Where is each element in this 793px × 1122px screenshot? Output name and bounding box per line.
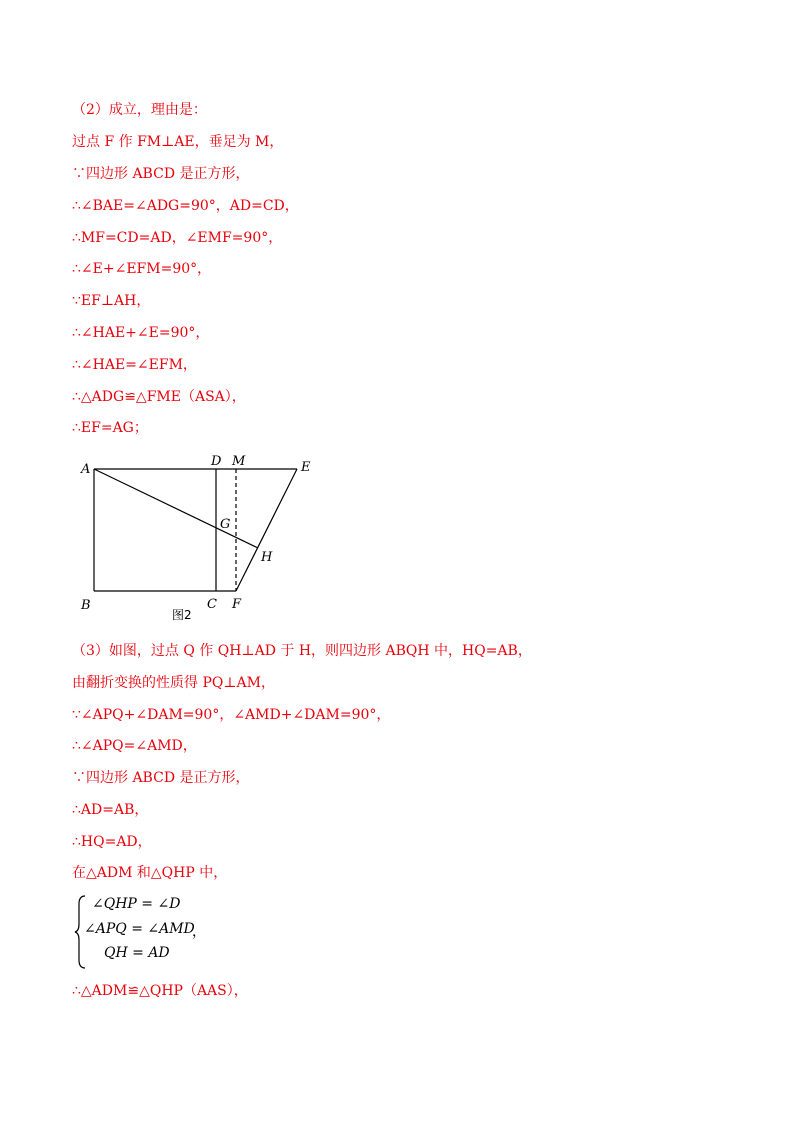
label-H: H <box>261 550 273 565</box>
text-line: 过点 F 作 FM⊥AE，垂足为 M， <box>72 134 284 150</box>
label-F: F <box>232 597 242 612</box>
text-line-conclusion: ∴△ADM≌△QHP（AAS）， <box>72 983 248 999</box>
equation-1: ∠QHP = ∠D <box>92 896 181 912</box>
text-line: ∴∠APQ=∠AMD， <box>72 738 197 754</box>
figure-caption: 图2 <box>172 608 192 622</box>
equation-comma: ， <box>192 924 206 940</box>
text-line: ∵四边形 ABCD 是正方形， <box>72 166 250 182</box>
label-A: A <box>81 462 91 477</box>
equation-2: ∠APQ = ∠AMD <box>84 921 195 937</box>
text-line: ∵EF⊥AH， <box>72 293 151 309</box>
text-line: ∵四边形 ABCD 是正方形， <box>72 770 250 786</box>
text-line: ∴EF=AG； <box>72 420 148 436</box>
equation-system <box>74 894 274 970</box>
label-D: D <box>211 454 222 469</box>
label-C: C <box>207 597 217 612</box>
text-line: ∴∠HAE+∠E=90°， <box>72 325 210 341</box>
text-line: ∴HQ=AD， <box>72 834 152 850</box>
text-line: ∴MF=CD=AD，∠EMF=90°， <box>72 230 283 246</box>
text-line: 在△ADM 和△QHP 中， <box>72 865 228 881</box>
text-line: ∴∠BAE=∠ADG=90°，AD=CD， <box>72 198 299 214</box>
segment-FE <box>236 469 297 591</box>
text-line: ∴∠E+∠EFM=90°， <box>72 261 212 277</box>
label-G: G <box>220 517 231 532</box>
segment-AH <box>94 469 258 548</box>
text-line: ∴AD=AB， <box>72 802 149 818</box>
text-line: 由翻折变换的性质得 PQ⊥AM， <box>72 675 275 691</box>
label-B: B <box>81 598 91 613</box>
text-line: ∴∠HAE=∠EFM， <box>72 357 197 373</box>
label-M: M <box>232 454 246 469</box>
equation-3: QH = AD <box>104 945 170 961</box>
text-line: ∴△ADG≌△FME（ASA）， <box>72 389 246 405</box>
text-line: （2）成立，理由是： <box>72 102 207 118</box>
geometry-figure <box>70 450 330 630</box>
text-line: （3）如图，过点 Q 作 QH⊥AD 于 H，则四边形 ABQH 中，HQ=AB， <box>72 643 532 659</box>
text-line: ∵∠APQ+∠DAM=90°，∠AMD+∠DAM=90°， <box>72 707 391 723</box>
label-E: E <box>301 460 311 475</box>
